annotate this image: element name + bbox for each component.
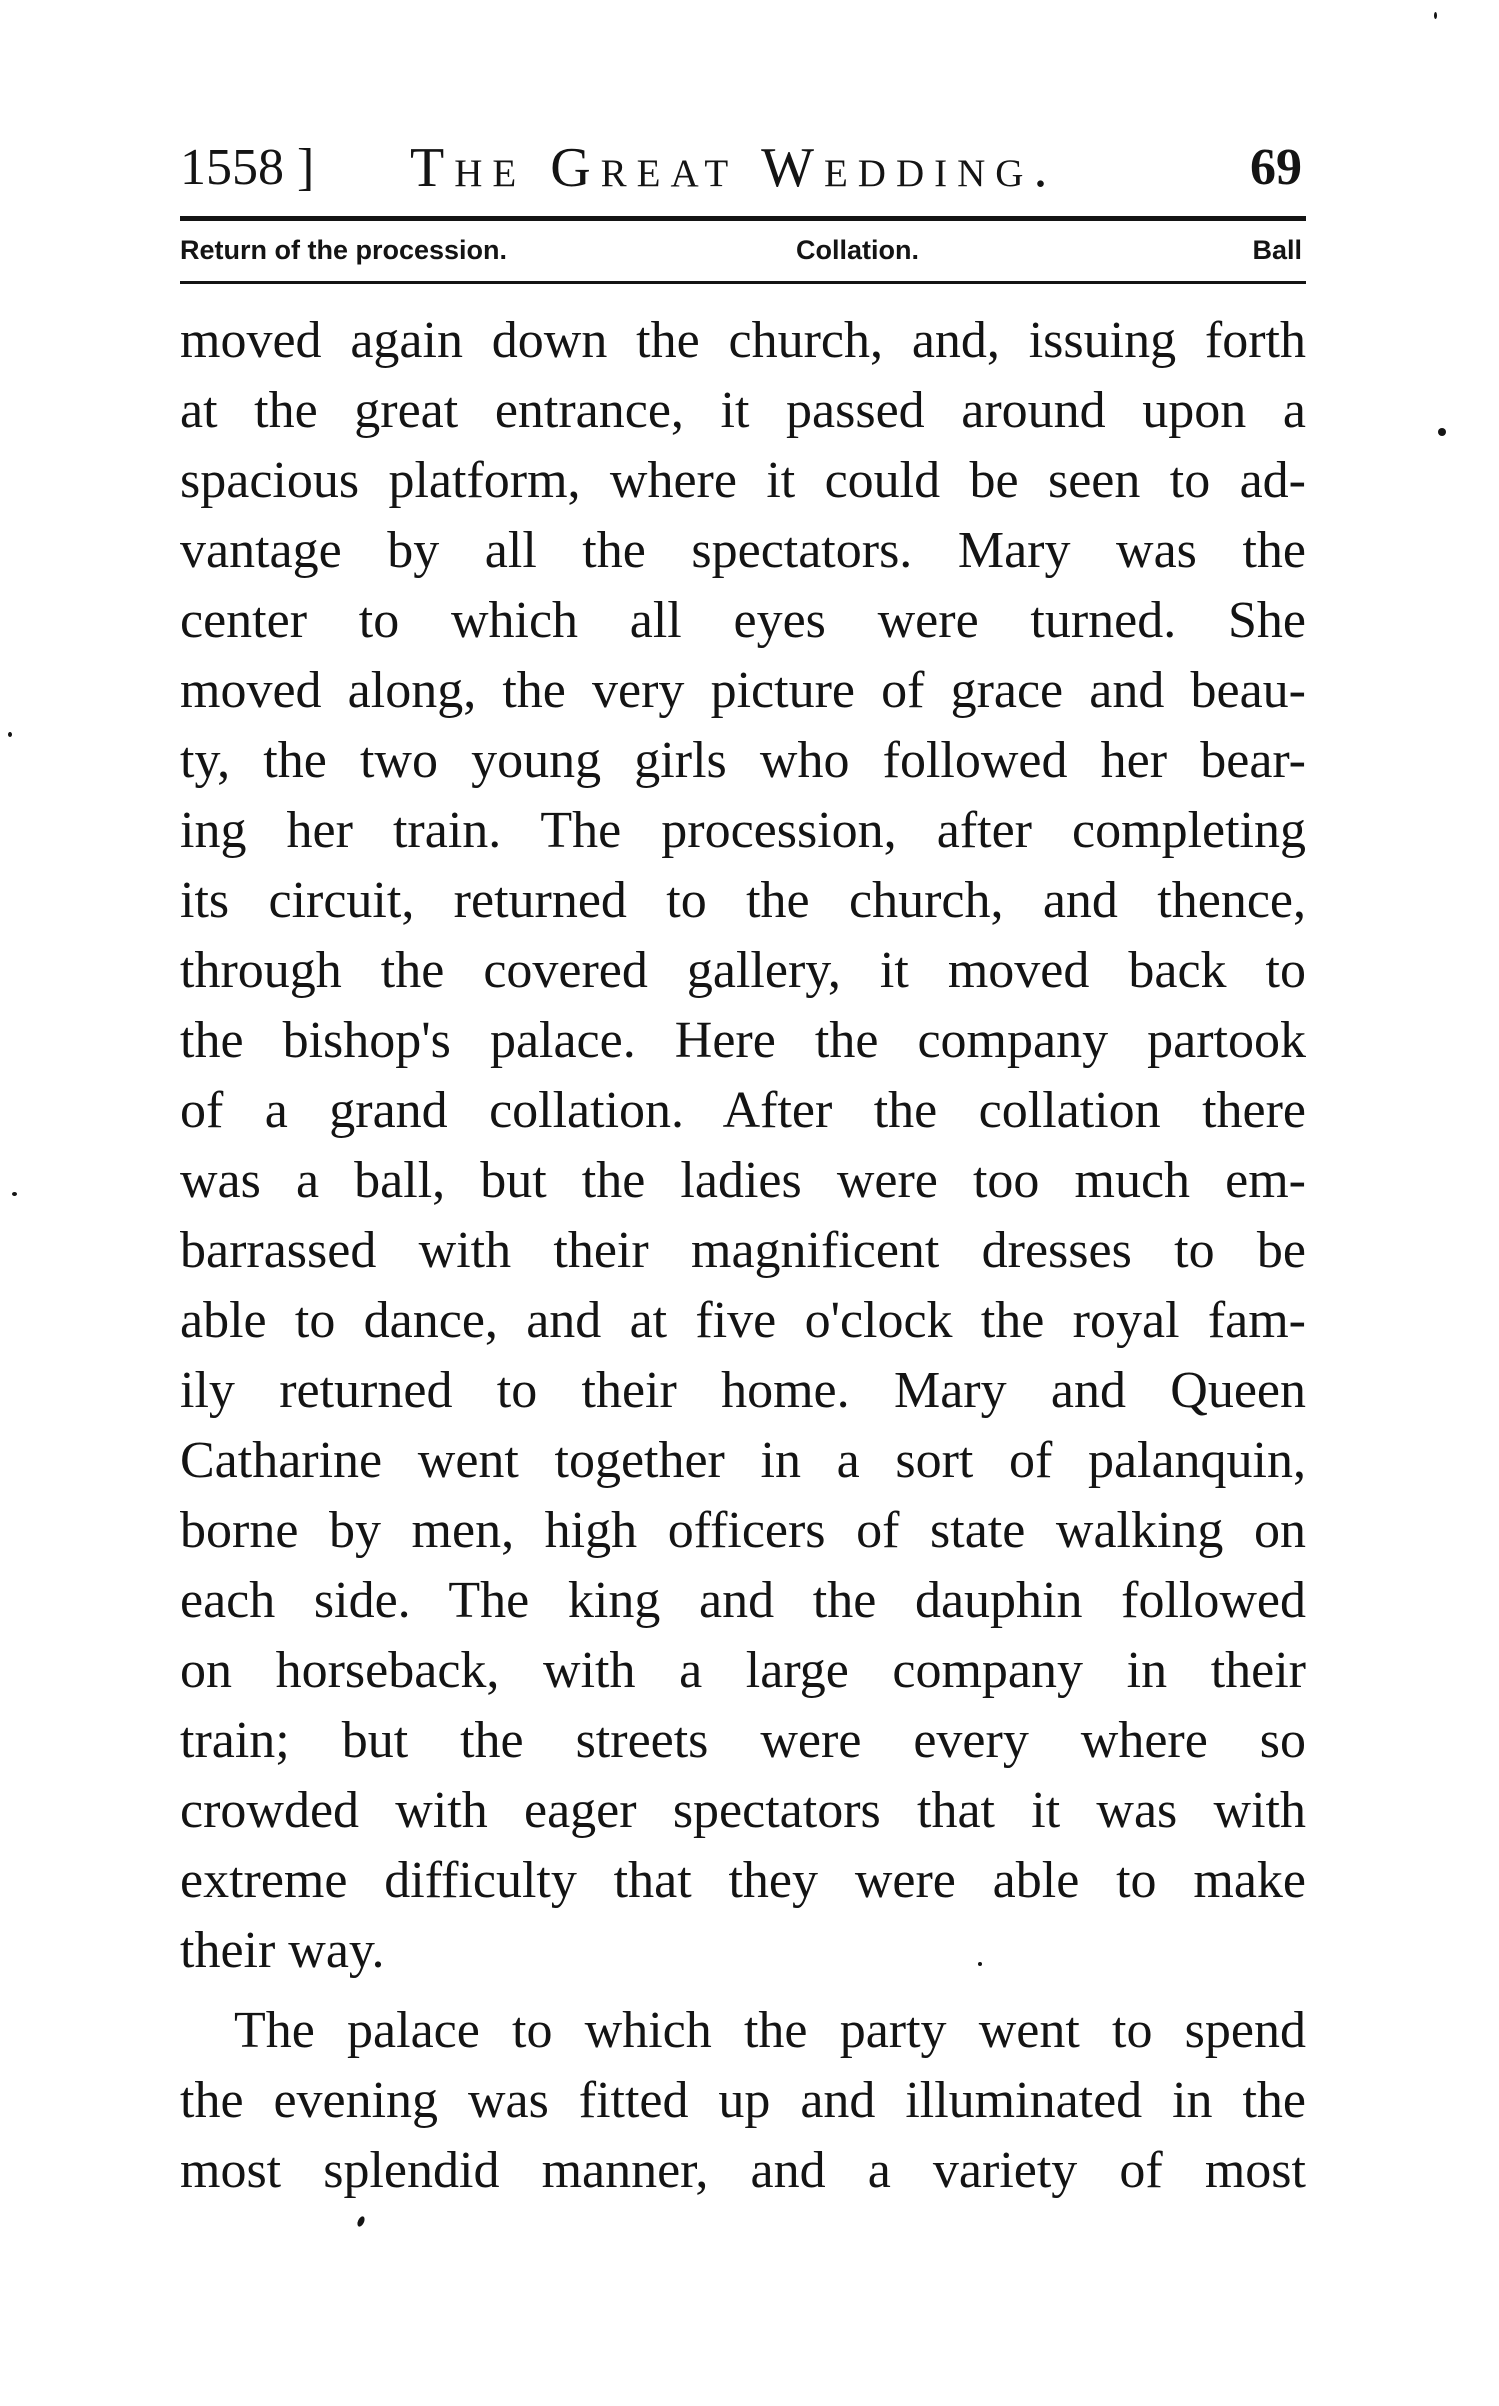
text-line: ing her train. The procession, after completing (180, 802, 1306, 859)
text-line: moved along, the very picture of grace and beau- (180, 662, 1306, 719)
text-line: was a ball, but the ladies were too much em- (180, 1152, 1306, 1209)
text-line: moved again down the church, and, issuing forth (180, 312, 1306, 369)
page-number: 69 (1250, 139, 1302, 196)
paragraph-1 (180, 306, 1306, 1986)
subhead-right: Ball (1252, 235, 1302, 265)
text-line: extreme difficulty that they were able to make (180, 1852, 1306, 1909)
text-line: borne by men, high officers of state walking on (180, 1502, 1306, 1559)
text-line: of a grand collation. After the collation there (180, 1082, 1306, 1139)
text-line: center to which all eyes were turned. She (180, 592, 1306, 649)
header-title: The Great Wedding. (410, 137, 1058, 199)
header-year: 1558 ] (180, 139, 315, 196)
text-line: at the great entrance, it passed around upon a (180, 382, 1306, 439)
text-line: ily returned to their home. Mary and Queen (180, 1362, 1306, 1419)
text-line: on horseback, with a large company in their (180, 1642, 1306, 1699)
subheads (180, 226, 1306, 274)
scan-speck (978, 1962, 982, 1966)
scan-speck (1438, 428, 1446, 436)
scan-speck (1434, 12, 1437, 19)
running-head (180, 128, 1306, 208)
subhead-center: Collation. (796, 235, 919, 265)
subhead-left: Return of the procession. (180, 235, 508, 265)
scan-speck (8, 732, 12, 737)
book-page (180, 0, 1306, 2406)
text-line: barrassed with their magnificent dresses to be (180, 1222, 1306, 1279)
scan-speck (12, 1192, 17, 1196)
text-line: crowded with eager spectators that it was with (180, 1782, 1306, 1839)
text-line: Catharine went together in a sort of palanquin, (180, 1432, 1306, 1489)
paragraph-gap (180, 1986, 1306, 1996)
text-line: the bishop's palace. Here the company partook (180, 1012, 1306, 1069)
text-line: each side. The king and the dauphin followed (180, 1572, 1306, 1629)
text-line: their way. (180, 1922, 385, 1979)
header-rule-top (180, 216, 1306, 221)
text-line: most splendid manner, and a variety of most (180, 2142, 1306, 2199)
text-line: train; but the streets were every where so (180, 1712, 1306, 1769)
body-text (180, 306, 1306, 2206)
text-line: through the covered gallery, it moved back to (180, 942, 1306, 999)
text-line: spacious platform, where it could be seen to ad- (180, 452, 1306, 509)
text-line: able to dance, and at five o'clock the royal fam- (180, 1292, 1306, 1349)
header-rule-bottom (180, 281, 1306, 284)
paragraph-2 (180, 1996, 1306, 2206)
text-line: vantage by all the spectators. Mary was the (180, 522, 1306, 579)
text-line: its circuit, returned to the church, and thence, (180, 872, 1306, 929)
text-line: ty, the two young girls who followed her bear- (180, 732, 1306, 789)
text-line: The palace to which the party went to spend (234, 2002, 1306, 2059)
text-line: the evening was fitted up and illuminated in the (180, 2072, 1306, 2129)
